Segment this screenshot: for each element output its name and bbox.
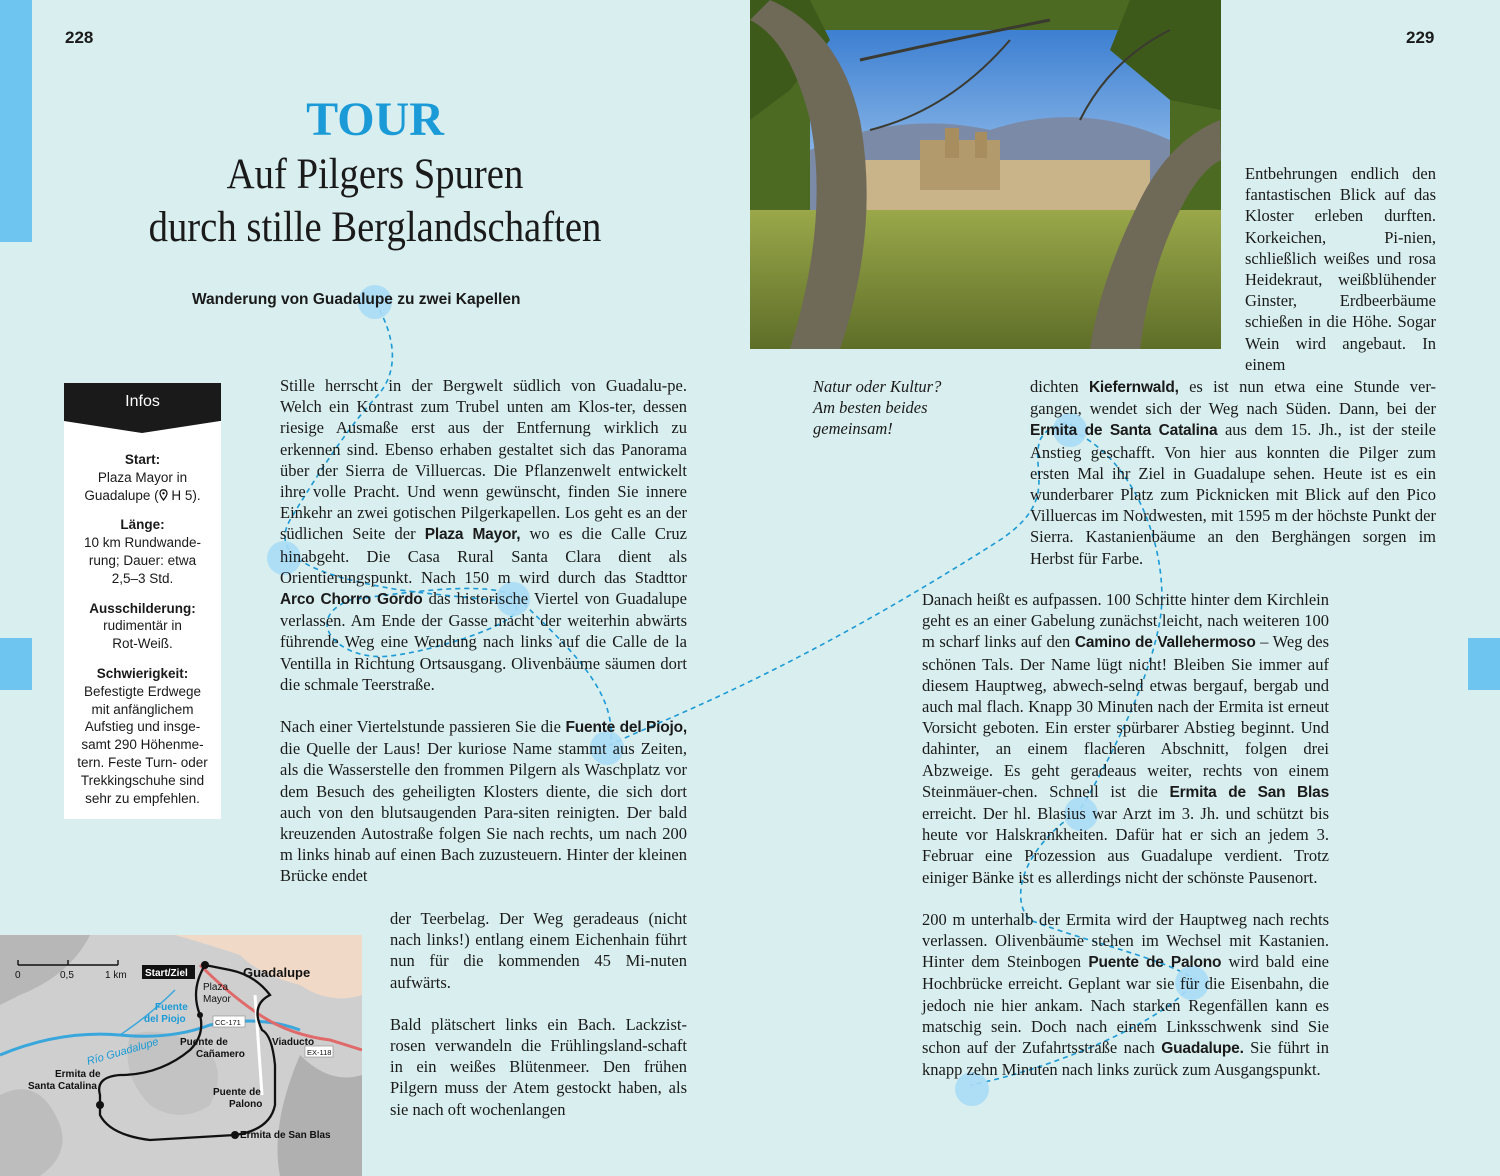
text-run: Danach heißt es aufpassen. 100 Schritte hinter dem Kirchlein geht es an einer Gabelung zunächst leicht, nach weiteren 100 m scharf links auf den bbox=[922, 590, 1329, 652]
infobox-difficulty bbox=[70, 665, 215, 807]
infobox-signs-value-1: rudimentär in bbox=[103, 618, 182, 634]
highlight-camino-vallehermoso: Camino de Vallehermoso bbox=[1074, 634, 1256, 652]
infobox-length-value-1: 10 km Rundwande- bbox=[83, 535, 202, 551]
page-number-right: 229 bbox=[1406, 28, 1435, 47]
right-top-text: Entbehrungen endlich den fantastischen Blick auf das Kloster erleben durften. Korkeichen, Pi-nien, schließlich weißes und rosa Heidekraut, weißblühender Ginster, Erdbeerbäume schießen in die Höhe. Sogar Wein wird angebaut. In einem bbox=[1245, 164, 1436, 374]
map-start-label: Start/Ziel bbox=[145, 968, 188, 979]
paragraph bbox=[280, 716, 687, 887]
map-town-label: Guadalupe bbox=[243, 965, 311, 980]
infobox-start-value-2: Guadalupe ( bbox=[84, 487, 159, 503]
infobox-difficulty-line: Befestigte Erdwege bbox=[83, 683, 202, 699]
text-run: Sie führt in knapp zehn Minuten nach links zurück zum Ausgangspunkt. bbox=[922, 1038, 1329, 1080]
infobox-signs bbox=[70, 600, 215, 653]
infobox-header bbox=[64, 383, 221, 421]
paragraph: Bald plätschert links ein Bach. Lackzist-rosen verwandeln die Frühlingsland-schaft in ein weißes Blütenmeer. Den frühen Pilgern muss der Atem gestockt haben, als sie nach oft wochenlangen bbox=[390, 1014, 687, 1119]
infobox-difficulty-line: tern. Feste Turn- oder bbox=[77, 754, 208, 770]
text-run: es ist nun etwa eine Stunde ver-gangen, wendet sich der Weg nach Süden. Dann, bei der bbox=[1030, 377, 1436, 419]
infobox-signs-value-2: Rot-Weiß. bbox=[112, 636, 173, 652]
right-paragraph-1 bbox=[1030, 376, 1436, 569]
map-canamero-label-1: Puente de bbox=[180, 1037, 228, 1048]
photo-caption bbox=[813, 376, 941, 440]
paragraph bbox=[280, 375, 687, 695]
infobox-start-value-2-line bbox=[70, 487, 215, 505]
title-kicker: TOUR bbox=[306, 93, 444, 146]
highlight-plaza-mayor: Plaza Mayor, bbox=[424, 526, 521, 544]
text-run: aus dem 15. Jh., ist der steile Anstieg geschafft. Von hier aus konnten die Pilger zum ersten Mal ihr Ziel in Guadalupe sehen. Heute ist es ein wunderbarer Platz zum Picknicken mit Blick auf den Pico Villuercas im Nordwesten, mit 1595 m der höchste Punkt der Sierra. Kastanienbäume an den Berghängen sorgen im Herbst für Farbe. bbox=[1030, 420, 1436, 568]
map-palono-label-1: Puente de bbox=[213, 1087, 261, 1098]
caption-line: gemeinsam! bbox=[813, 419, 893, 439]
highlight-puente-de-palono: Puente de Palono bbox=[1088, 954, 1222, 972]
map-fuente-label-1: Fuente bbox=[155, 1002, 188, 1013]
map-plaza-label-1: Plaza bbox=[203, 982, 229, 993]
text-run: – Weg des schönen Tals. Der Name lügt nicht! Bleiben Sie immer auf diesem Hauptweg, abwech-selnd etwas bergauf, bergab und auch mal flach. Knapp 30 Minuten nach der Ermita ist erneut Vorsicht geboten. Ein erster spürbarer Abstieg beginnt. Und dahinter, an einem flacheren Abschnitt, folgen drei Abzweige. Es geht geradeaus weiter, rechts von einem Steinmäuer-chen. Schnell ist die bbox=[922, 632, 1330, 801]
map-catalina-label-2: Santa Catalina bbox=[28, 1081, 97, 1092]
photo-guadalupe-monastery bbox=[750, 0, 1221, 349]
route-map bbox=[0, 935, 362, 1176]
map-viaducto-label: Viaducto bbox=[272, 1037, 315, 1048]
map-catalina-label-1: Ermita de bbox=[55, 1069, 101, 1080]
infobox-difficulty-line: mit anfänglichem bbox=[91, 701, 194, 717]
text-run: dichten bbox=[1030, 377, 1089, 396]
paragraph: der Teerbelag. Der Weg geradeaus (nicht nach links!) entlang einem Eichenhain führt nun für die kommenden 45 Mi-nuten aufwärts. bbox=[390, 909, 687, 992]
right-column bbox=[922, 589, 1329, 1101]
paragraph bbox=[922, 909, 1329, 1081]
infobox-header-pointer bbox=[64, 421, 220, 433]
highlight-guadalupe: Guadalupe. bbox=[1161, 1040, 1244, 1058]
text-run: Nach einer Viertelstunde passieren Sie die bbox=[280, 717, 566, 737]
text-run: 200 m unterhalb der Ermita wird der Hauptweg nach rechts verlassen. Olivenbäume stehen im Wechsel mit Kastanien. Hinter dem Steinbogen bbox=[922, 909, 1329, 972]
map-canamero-label-2: Cañamero bbox=[196, 1049, 245, 1060]
infobox bbox=[64, 383, 221, 819]
caption-line: Natur oder Kultur? bbox=[813, 377, 942, 396]
text-run: wo es die Calle Cruz hinabgeht. Die Casa Rural Santa Clara dient als Orientierungspunkt. Nach 150 m wird durch das Stadttor bbox=[280, 524, 687, 587]
subtitle: Wanderung von Guadalupe zu zwei Kapellen bbox=[192, 291, 521, 308]
map-road-ex118: EX-118 bbox=[307, 1048, 332, 1057]
left-column bbox=[280, 375, 687, 887]
infobox-length bbox=[70, 516, 215, 587]
map-sanblas-label: Ermita de San Blas bbox=[240, 1130, 331, 1141]
highlight-ermita-santa-catalina: Ermita de Santa Catalina bbox=[1030, 422, 1218, 440]
highlight-ermita-san-blas: Ermita de San Blas bbox=[1169, 783, 1329, 801]
highlight-arco-chorro-gordo: Arco Chorro Gordo bbox=[280, 591, 423, 609]
map-scale-0: 0 bbox=[15, 970, 21, 981]
infobox-length-value-2: rung; Dauer: etwa bbox=[88, 552, 197, 568]
infobox-header-label: Infos bbox=[125, 393, 160, 410]
infobox-difficulty-line: sehr zu empfehlen. bbox=[85, 790, 200, 806]
title-line-1: Auf Pilgers Spuren bbox=[226, 151, 524, 198]
left-column-lower bbox=[390, 908, 687, 1141]
infobox-length-label: Länge: bbox=[120, 517, 165, 533]
text-run: die Quelle der Laus! Der kuriose Name stammt aus Zeiten, als die Wasserstelle den frommen Pilgern als Waschplatz vor dem Besuch des geheiligten Klosters diente, die sich dort auch von den blutsaugenden Para-siten reinigten. Der bald kreuzenden Autostraße folgen Sie nach rechts, um nach 200 m links hinab auf einen Bach zuzusteuern. Hinter der kleinen Brücke endet bbox=[280, 739, 687, 886]
map-fuente-label-2: del Piojo bbox=[144, 1014, 186, 1025]
highlight-fuente-del-piojo: Fuente del Piojo, bbox=[565, 719, 687, 737]
paragraph bbox=[922, 589, 1329, 888]
page-number-left: 228 bbox=[65, 28, 94, 47]
infobox-difficulty-line: samt 290 Höhenme- bbox=[81, 737, 204, 753]
title-block bbox=[90, 92, 660, 254]
infobox-signs-label: Ausschilderung: bbox=[89, 600, 196, 616]
map-palono-label-2: Palono bbox=[229, 1099, 263, 1110]
map-scale-05: 0,5 bbox=[60, 970, 74, 981]
text-run: das historische Viertel von Guadalupe verlassen. Am Ende der Gasse macht der weiterhin abwärts führende Weg eine Wendung nach links auf die Calle de la Ventilla in Richtung Ortsausgang. Olivenbäume säumen dort die schmale Teerstraße. bbox=[280, 589, 687, 694]
map-river-label: Río Guadalupe bbox=[85, 1035, 160, 1068]
infobox-start-value-3: H 5). bbox=[167, 487, 201, 503]
map-plaza-label-2: Mayor bbox=[203, 994, 231, 1005]
infobox-length-value-3: 2,5–3 Std. bbox=[111, 570, 174, 586]
infobox-start-label: Start: bbox=[124, 452, 161, 467]
infobox-difficulty-line: Aufstieg und insge- bbox=[84, 719, 201, 735]
highlight-kiefernwald: Kiefernwald, bbox=[1088, 379, 1179, 396]
caption-line: Am besten beides bbox=[813, 398, 928, 418]
infobox-difficulty-line: Trekkingschuhe sind bbox=[80, 772, 205, 788]
map-scale-1: 1 km bbox=[105, 970, 127, 981]
text-run: Stille herrscht in der Bergwelt südlich von Guadalu-pe. Welch ein Kontrast zum Trubel unten am Klos-ter, dessen riesige Ausmaße erst aus der Entfernung wirklich zu erkennen sind. Ebenso erhaben gestaltet sich das Panorama über der Sierra de Villuercas. Die Pflanzenwelt entwickelt ihre volle Pracht. Und wenn gewünscht, finden Sie innere Einkehr an zwei gotischen Pilgerkapellen. Los geht es an der südlichen Seite der bbox=[280, 376, 687, 544]
title-line-2: durch stille Berglandschaften bbox=[148, 204, 602, 251]
text-run: wird bald eine Hochbrücke erreicht. Geplant war sie für die Eisenbahn, die jedoch nie hier ankam. Nach starken Regenfällen kann es matschig sein. Doch nach einem Linksschwenk sind Sie schon auf der Zufahrtsstraße nach bbox=[922, 952, 1329, 1058]
infobox-body bbox=[64, 421, 221, 819]
infobox-difficulty-label: Schwierigkeit: bbox=[96, 665, 189, 681]
text-run: erreicht. Der hl. Blasius war Arzt im 3. Jh. und schützt bis heute vor Halskrankheiten. Dafür hat er sich an jedem 3. Februar eine Prozession aus Guadalupe verdient. Trotz einiger Bänke ist es allerdings nicht der schönste Pausenort. bbox=[922, 804, 1329, 887]
map-pin-icon bbox=[159, 489, 168, 501]
infobox-start bbox=[70, 451, 215, 504]
infobox-start-value-1: Plaza Mayor in bbox=[97, 469, 188, 485]
map-road-cc171: CC-171 bbox=[215, 1018, 241, 1027]
